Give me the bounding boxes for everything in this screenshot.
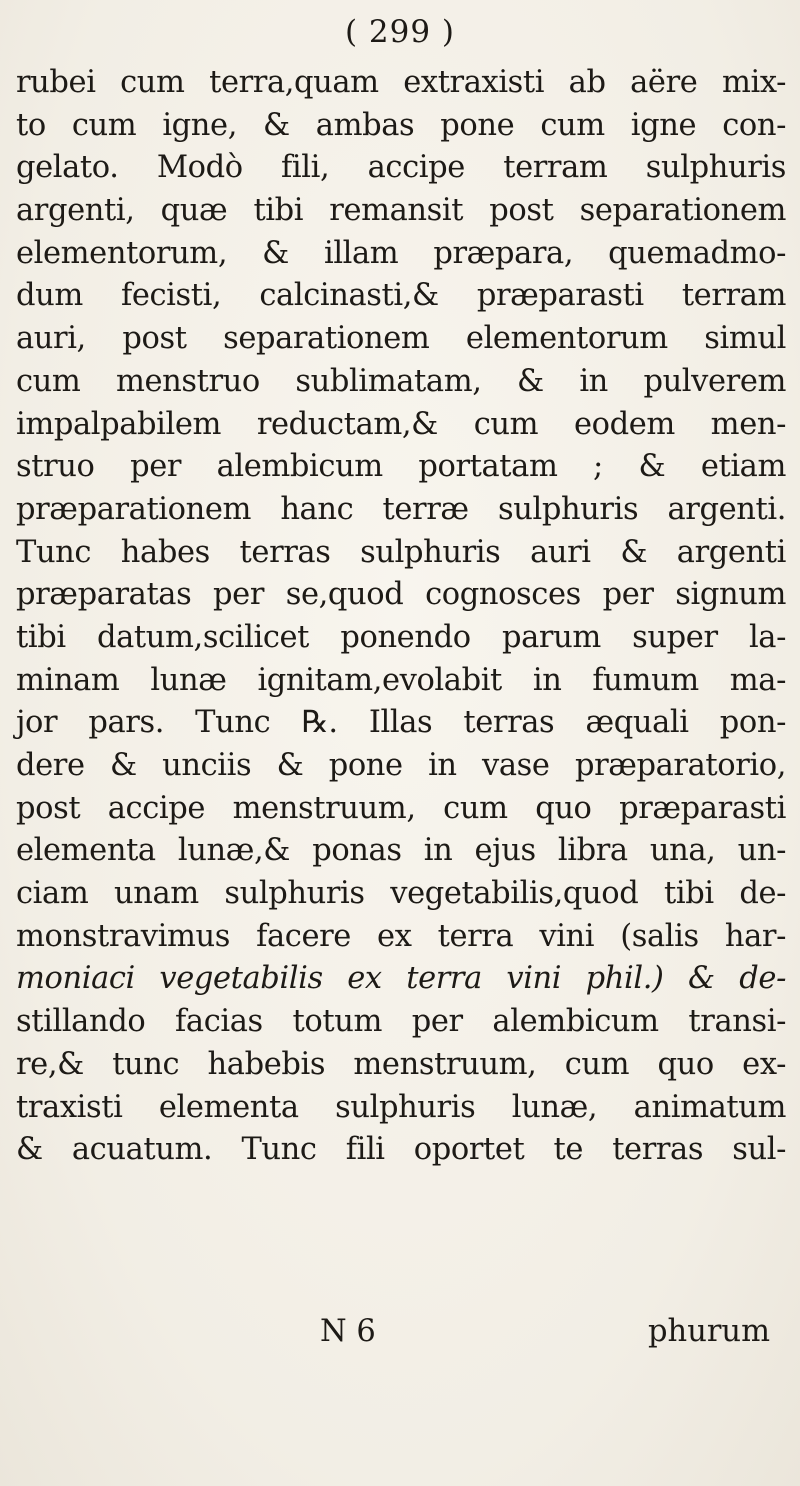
text-line: elementorum, & illam præpara, quemadmo- bbox=[16, 235, 786, 271]
text-line: rubei cum terra,quam extraxisti ab aëre mix- bbox=[16, 65, 786, 100]
text-line: post accipe menstruum, cum quo præparasti bbox=[16, 790, 786, 826]
text-line: præparatas per se,quod cognosces per signum bbox=[16, 577, 786, 613]
text-line: dere & unciis & pone in vase præparatorio, bbox=[16, 748, 786, 783]
text-line: jor pars. Tunc ℞. Illas terras æquali pon- bbox=[16, 705, 786, 741]
text-line: traxisti elementa sulphuris lunæ, animatum bbox=[16, 1089, 786, 1125]
text-line: elementa lunæ,& ponas in ejus libra una, un- bbox=[16, 833, 786, 869]
signature-mark: N 6 bbox=[320, 1314, 376, 1349]
text-line: stillando facias totum per alembicum transi- bbox=[16, 1004, 786, 1040]
text-line: monstravimus facere ex terra vini (salis har- bbox=[16, 918, 786, 954]
text-line: to cum igne, & ambas pone cum igne con- bbox=[16, 107, 786, 143]
text-line: ciam unam sulphuris vegetabilis,quod tibi de- bbox=[16, 876, 786, 912]
text-line: dum fecisti, calcinasti,& præparasti terram bbox=[16, 278, 786, 314]
catchword: phurum bbox=[648, 1314, 770, 1349]
text-line: præparationem hanc terræ sulphuris argenti. bbox=[16, 491, 786, 527]
text-line: Tunc habes terras sulphuris auri & argenti bbox=[16, 534, 786, 570]
text-line: minam lunæ ignitam,evolabit in fumum ma- bbox=[16, 662, 786, 698]
text-line: auri, post separationem elementorum simul bbox=[16, 321, 786, 357]
text-line: re,& tunc habebis menstruum, cum quo ex- bbox=[16, 1046, 786, 1082]
page-number: ( 299 ) bbox=[344, 14, 456, 50]
text-line: struo per alembicum portatam ; & etiam bbox=[16, 449, 786, 485]
text-line: argenti, quæ tibi remansit post separationem bbox=[16, 193, 786, 229]
text-line: cum menstruo sublimatam, & in pulverem bbox=[16, 363, 786, 399]
text-body bbox=[16, 62, 786, 1172]
text-line: & acuatum. Tunc fili oportet te terras sul- bbox=[16, 1132, 786, 1168]
text-line: impalpabilem reductam,& cum eodem men- bbox=[16, 406, 786, 442]
page-footer bbox=[0, 1310, 800, 1354]
text-line: moniaci vegetabilis ex terra vini phil.) & de- bbox=[16, 961, 786, 997]
text-line: gelato. Modò fili, accipe terram sulphuris bbox=[16, 150, 786, 186]
text-line: tibi datum,scilicet ponendo parum super la- bbox=[16, 619, 786, 655]
